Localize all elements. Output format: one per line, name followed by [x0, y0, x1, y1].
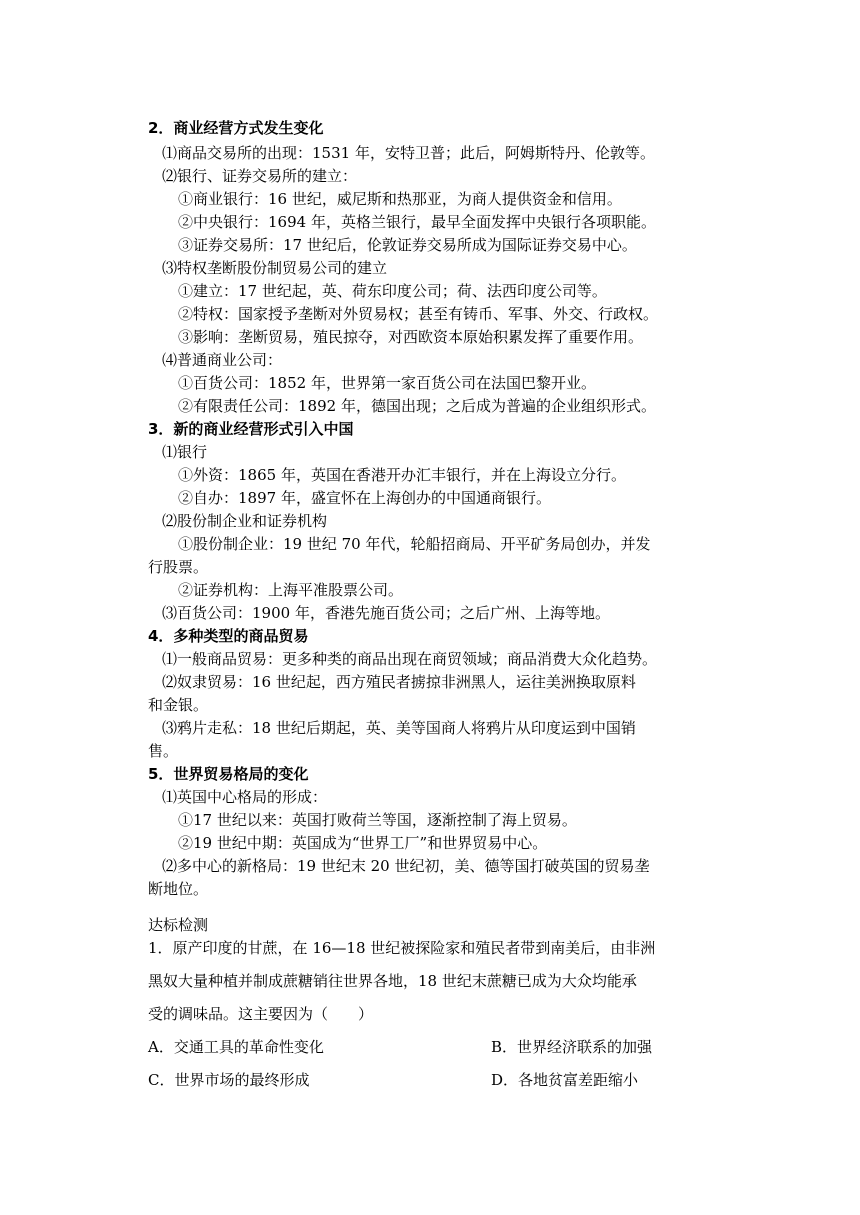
- text-line: ②特权：国家授予垄断对外贸易权；甚至有铸币、军事、外交、行政权。: [178, 305, 659, 323]
- text-line: ①百货公司：1852 年，世界第一家百货公司在法国巴黎开业。: [178, 374, 596, 392]
- option-b: B．世界经济联系的加强: [491, 1038, 653, 1056]
- section-5-title: 5．世界贸易格局的变化: [148, 765, 309, 783]
- text-line: 断地位。: [148, 880, 209, 898]
- text-line: ②有限责任公司：1892 年，德国出现；之后成为普遍的企业组织形式。: [178, 397, 656, 415]
- text-line: ③影响：垄断贸易，殖民掠夺，对西欧资本原始积累发挥了重要作用。: [178, 328, 644, 346]
- question-line: 黑奴大量种植并制成蔗糖销往世界各地，18 世纪末蔗糖已成为大众均能承: [148, 972, 637, 990]
- section-2-title: 2．商业经营方式发生变化: [148, 119, 324, 137]
- text-line: 行股票。: [148, 558, 209, 576]
- text-line: ⑶百货公司：1900 年，香港先施百货公司；之后广州、上海等地。: [162, 604, 610, 622]
- text-line: ⑵奴隶贸易：16 世纪起，西方殖民者掳掠非洲黑人，运往美洲换取原料: [162, 673, 636, 691]
- text-line: ②19 世纪中期：英国成为“世界工厂”和世界贸易中心。: [178, 834, 548, 852]
- question-line: 1．原产印度的甘蔗，在 16—18 世纪被探险家和殖民者带到南美后，由非洲: [148, 939, 656, 957]
- text-line: 和金银。: [148, 696, 209, 714]
- text-line: ②证券机构：上海平准股票公司。: [178, 581, 404, 599]
- text-line: ①股份制企业：19 世纪 70 年代，轮船招商局、开平矿务局创办，并发: [178, 535, 651, 553]
- text-line: ①17 世纪以来：英国打败荷兰等国，逐渐控制了海上贸易。: [178, 811, 577, 829]
- section-3-title: 3．新的商业经营形式引入中国: [148, 420, 354, 438]
- text-line: ⑵股份制企业和证券机构: [162, 512, 328, 530]
- option-a: A．交通工具的革命性变化: [148, 1038, 324, 1056]
- text-line: ⑴一般商品贸易：更多种类的商品出现在商贸领域；商品消费大众化趋势。: [162, 650, 658, 668]
- text-line: ①外资：1865 年，英国在香港开办汇丰银行，并在上海设立分行。: [178, 466, 626, 484]
- text-line: ①商业银行：16 世纪，威尼斯和热那亚，为商人提供资金和信用。: [178, 190, 622, 208]
- text-line: ①建立：17 世纪起，英、荷东印度公司；荷、法西印度公司等。: [178, 282, 607, 300]
- option-d: D．各地贫富差距缩小: [491, 1071, 639, 1089]
- text-line: ⑶特权垄断股份制贸易公司的建立: [162, 259, 388, 277]
- text-line: ⑴银行: [162, 443, 208, 461]
- question-line: 受的调味品。这主要因为（ ）: [148, 1005, 374, 1023]
- section-4-title: 4．多种类型的商品贸易: [148, 627, 309, 645]
- text-line: 售。: [148, 742, 179, 760]
- text-line: ③证券交易所：17 世纪后，伦敦证券交易所成为国际证券交易中心。: [178, 236, 637, 254]
- text-line: ⑴商品交易所的出现：1531 年，安特卫普；此后，阿姆斯特丹、伦敦等。: [162, 144, 655, 162]
- text-line: ⑷普通商业公司：: [162, 351, 283, 369]
- text-line: ⑵银行、证券交易所的建立：: [162, 167, 358, 185]
- text-line: ②中央银行：1694 年，英格兰银行，最早全面发挥中央银行各项职能。: [178, 213, 656, 231]
- text-line: ⑶鸦片走私：18 世纪后期起，英、美等国商人将鸦片从印度运到中国销: [162, 719, 636, 737]
- check-title: 达标检测: [148, 916, 209, 934]
- text-line: ②自办：1897 年，盛宣怀在上海创办的中国通商银行。: [178, 489, 551, 507]
- option-c: C．世界市场的最终形成: [148, 1071, 310, 1089]
- text-line: ⑴英国中心格局的形成：: [162, 788, 328, 806]
- text-line: ⑵多中心的新格局：19 世纪末 20 世纪初，美、德等国打破英国的贸易垄: [162, 857, 650, 875]
